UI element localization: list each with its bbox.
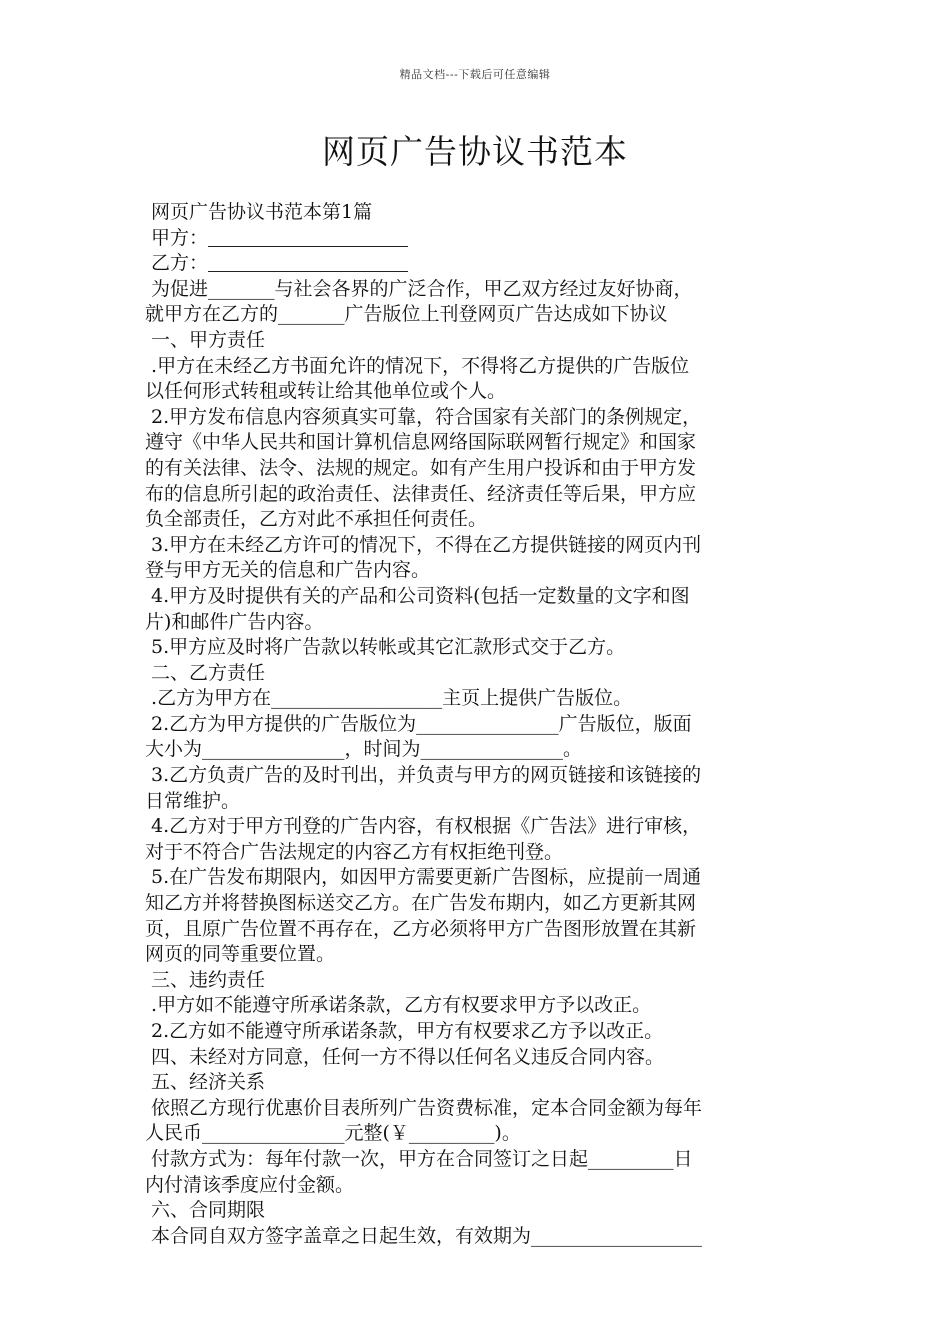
- body-line: 3.甲方在未经乙方许可的情况下，不得在乙方提供链接的网页内刊: [145, 533, 702, 556]
- body-line: 2.甲方发布信息内容须真实可靠，符合国家有关部门的条例规定，: [145, 405, 702, 428]
- body-line: 负全部责任，乙方对此不承担任何责任。: [145, 508, 488, 531]
- body-line: 2.乙方为甲方提供的广告版位为_______________广告版位，版面: [145, 712, 692, 735]
- document-title: 网页广告协议书范本: [322, 132, 628, 171]
- body-line: 以任何形式转租或转让给其他单位或个人。: [145, 380, 507, 403]
- party-b-line: [145, 251, 810, 277]
- party-b-blank: [208, 252, 408, 272]
- body-line: 3.乙方负责广告的及时刊出，并负责与甲方的网页链接和该链接的: [145, 764, 702, 787]
- section-heading: 一、甲方责任: [145, 328, 266, 351]
- body-line: 付款方式为：每年付款一次，甲方在合同签订之日起_________日: [145, 1147, 693, 1170]
- body-line: 人民币_______________元整(￥_________)。: [145, 1122, 521, 1145]
- section-heading: 五、经济关系: [145, 1071, 266, 1094]
- section-heading: 四、未经对方同意，任何一方不得以任何名义违反合同内容。: [145, 1045, 665, 1068]
- body-line: .乙方为甲方在__________________主页上提供广告版位。: [145, 687, 633, 710]
- body-line: 对于不符合广告法规定的内容乙方有权拒绝刊登。: [145, 840, 564, 863]
- body-line: 日常维护。: [145, 789, 241, 812]
- body-line: 为促进_______与社会各界的广泛合作，甲乙双方经过友好协商，: [145, 277, 693, 300]
- header-note: 精品文档---下载后可任意编辑: [399, 68, 551, 81]
- body-line: 5.甲方应及时将广告款以转帐或其它汇款形式交于乙方。: [145, 636, 626, 659]
- party-a-label: 甲方：: [145, 226, 209, 249]
- body-line: 5.在广告发布期限内，如因甲方需要更新广告图标，应提前一周通: [145, 866, 702, 889]
- body-line: 知乙方并将替换图标送交乙方。在广告发布期内，如乙方更新其网: [145, 892, 697, 915]
- body-line: 4.乙方对于甲方刊登的广告内容，有权根据《广告法》进行审核，: [145, 815, 702, 838]
- party-a-blank: [208, 227, 408, 247]
- party-a-line: [145, 226, 810, 252]
- section-heading: 三、违约责任: [145, 968, 266, 991]
- party-b-label: 乙方：: [145, 252, 209, 275]
- body-line: 的有关法律、法令、法规的规定。如有产生用户投诉和由于甲方发: [145, 456, 697, 479]
- body-line: 布的信息所引起的政治责任、法律责任、经济责任等后果，甲方应: [145, 482, 697, 505]
- body-line: 遵守《中华人民共和国计算机信息网络国际联网暂行规定》和国家: [145, 431, 697, 454]
- document-body: [145, 200, 810, 1249]
- body-line: 就甲方在乙方的_______广告版位上刊登网页广告达成如下协议: [145, 303, 668, 326]
- body-line: .甲方如不能遵守所承诺条款，乙方有权要求甲方予以改正。: [145, 994, 652, 1017]
- body-line: 大小为_______________，时间为_______________。: [145, 738, 583, 761]
- section-heading: 六、合同期限: [145, 1199, 266, 1222]
- body-line: 2.乙方如不能遵守所承诺条款，甲方有权要求乙方予以改正。: [145, 1020, 664, 1042]
- body-line: 网页的同等重要位置。: [145, 943, 336, 966]
- section-heading: 二、乙方责任: [145, 661, 266, 684]
- body-line: 依照乙方现行优惠价目表所列广告资费标准，定本合同金额为每年: [145, 1096, 703, 1119]
- body-line: 网页广告协议书范本第1篇: [145, 201, 373, 223]
- body-line: 页，且原广告位置不再存在，乙方必须将甲方广告图形放置在其新: [145, 917, 697, 940]
- body-line: 内付清该季度应付金额。: [145, 1173, 355, 1196]
- body-line: .甲方在未经乙方书面允许的情况下，不得将乙方提供的广告版位: [145, 354, 690, 377]
- body-line: 本合同自双方签字盖章之日起生效，有效期为__________________: [145, 1224, 703, 1247]
- body-line: 片)和邮件广告内容。: [145, 610, 324, 633]
- body-line: 登与甲方无关的信息和广告内容。: [145, 559, 431, 582]
- body-line: 4.甲方及时提供有关的产品和公司资料(包括一定数量的文字和图: [145, 584, 690, 607]
